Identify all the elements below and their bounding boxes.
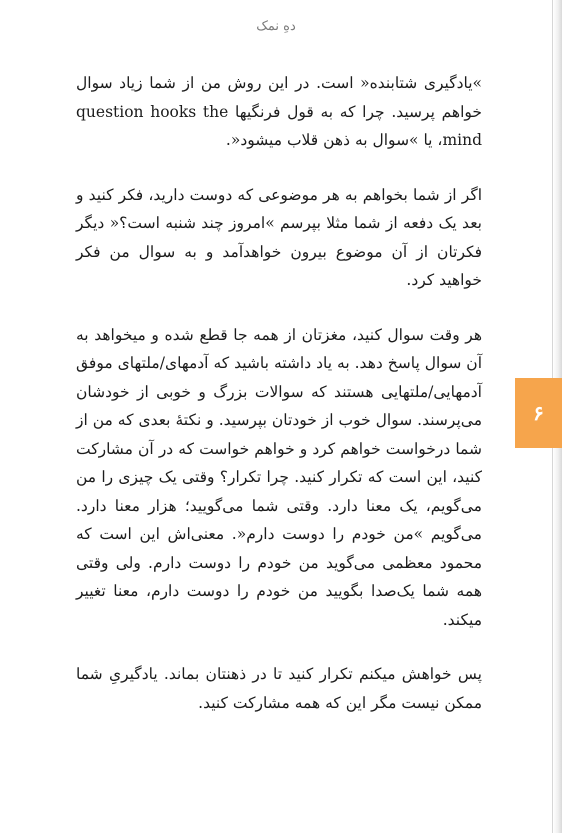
paragraph-3: هر وقت سوال کنید، مغزتان از همه جا قطع شده و میخواهد به آن سوال پاسخ دهد. به یاد داشته باشید که آدمهای/ملتهای موفق آدمهایی/ملتهایی هستند که سوالات بزرگ و خوبی از خودشان می‌پرسند. سوال خوب از خودتان بپرسید. و نکتهٔ بعدی که من از شما درخواست خواهم کرد و خواهم خواست که در آن مشارکت کنید، این است که تکرار کنید. چرا تکرار؟ وقتی یک چیزی را من می‌گویم، یک معنا دارد. وقتی شما می‌گویید؛ هزار معنا دارد. می‌گویم »من خودم را دوست دارم«. معنی‌اش این است که محمود معظمی می‌گوید من خودم را دوست دارم. ولی وقتی همه شما یک‌صدا بگویید من خودم را دوست دارم، معنا تغییر میکند. (76, 325, 482, 629)
body-text (76, 69, 482, 743)
chapter-number: ۶ (533, 401, 544, 425)
paragraph-4: پس خواهش میکنم تکرار کنید تا در ذهنتان بماند. یادگیریِ شما ممکن نیست مگر این که همه مشارکت کنید. (76, 665, 482, 712)
chapter-tab (515, 378, 562, 448)
running-header: دهِ نمک (256, 19, 296, 34)
paragraph-1: »یادگیری شتابنده« است. در این روش من از شما زیاد سوال خواهم پرسید. چرا که به قول فرنگیها question hooks the mind، یا »سوال به ذهن قلاب میشود«. (76, 74, 482, 149)
paragraph-2: اگر از شما بخواهم به هر موضوعی که دوست دارید، فکر کنید و بعد یک دفعه از شما مثلا بپرسم »امروز چند شنبه است؟« دیگر فکرتان از آن موضوع بیرون خواهدآمد و به سوال من فکر خواهید کرد. (76, 185, 482, 289)
